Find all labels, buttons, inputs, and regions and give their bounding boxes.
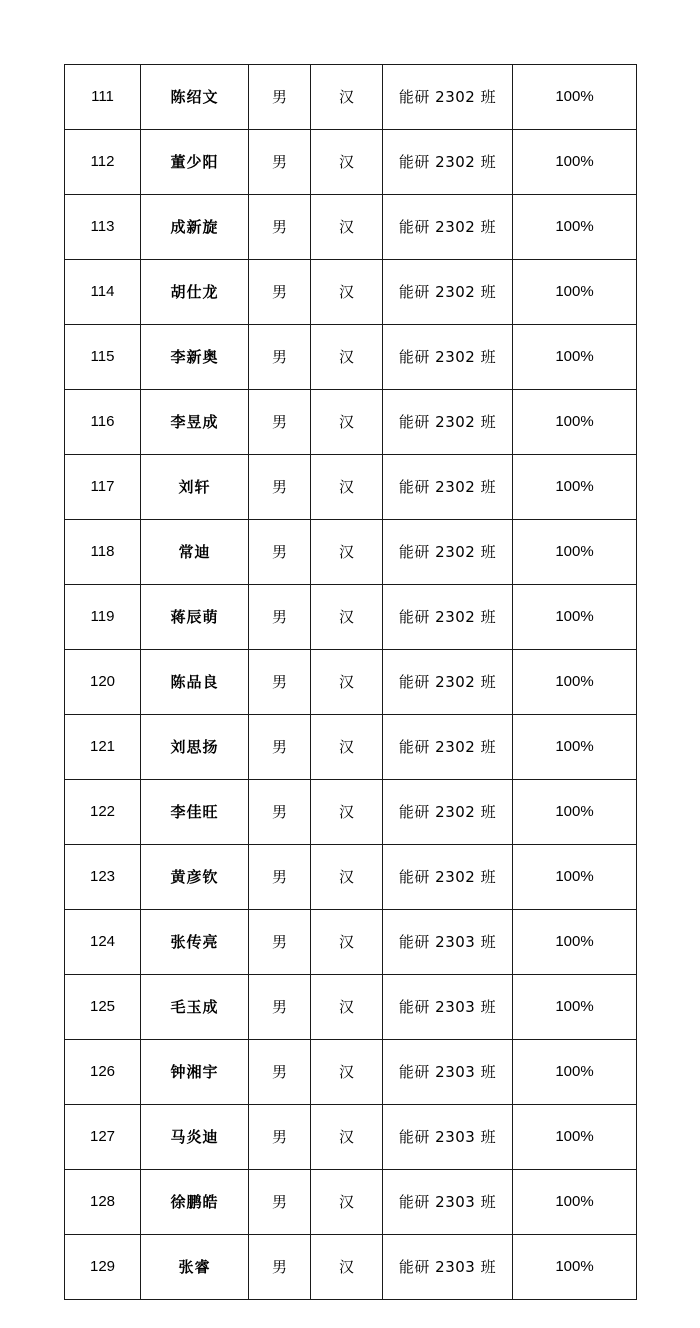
- cell-index: 122: [65, 780, 141, 845]
- cell-class: 能研 2302 班: [383, 455, 513, 520]
- cell-rate: 100%: [513, 715, 637, 780]
- cell-sex: 男: [249, 845, 311, 910]
- cell-rate: 100%: [513, 130, 637, 195]
- cell-rate: 100%: [513, 65, 637, 130]
- cell-ethnicity: 汉: [311, 585, 383, 650]
- cell-rate: 100%: [513, 325, 637, 390]
- cell-sex: 男: [249, 1105, 311, 1170]
- cell-index: 116: [65, 390, 141, 455]
- cell-name: 马炎迪: [141, 1105, 249, 1170]
- cell-ethnicity: 汉: [311, 1040, 383, 1105]
- cell-class: 能研 2302 班: [383, 325, 513, 390]
- cell-sex: 男: [249, 195, 311, 260]
- cell-rate: 100%: [513, 260, 637, 325]
- cell-index: 127: [65, 1105, 141, 1170]
- cell-class: 能研 2302 班: [383, 195, 513, 260]
- cell-rate: 100%: [513, 455, 637, 520]
- cell-sex: 男: [249, 715, 311, 780]
- cell-class: 能研 2302 班: [383, 520, 513, 585]
- cell-name: 钟湘宇: [141, 1040, 249, 1105]
- cell-ethnicity: 汉: [311, 130, 383, 195]
- cell-name: 刘轩: [141, 455, 249, 520]
- cell-index: 123: [65, 845, 141, 910]
- cell-rate: 100%: [513, 1040, 637, 1105]
- cell-rate: 100%: [513, 520, 637, 585]
- cell-ethnicity: 汉: [311, 1235, 383, 1300]
- roster-table: [64, 64, 637, 1300]
- cell-ethnicity: 汉: [311, 260, 383, 325]
- cell-class: 能研 2302 班: [383, 715, 513, 780]
- cell-class: 能研 2303 班: [383, 1105, 513, 1170]
- cell-class: 能研 2302 班: [383, 65, 513, 130]
- cell-index: 117: [65, 455, 141, 520]
- cell-ethnicity: 汉: [311, 390, 383, 455]
- cell-name: 徐鹏皓: [141, 1170, 249, 1235]
- cell-class: 能研 2303 班: [383, 910, 513, 975]
- cell-class: 能研 2303 班: [383, 1235, 513, 1300]
- table-row: [65, 910, 637, 975]
- cell-index: 111: [65, 65, 141, 130]
- cell-sex: 男: [249, 585, 311, 650]
- cell-rate: 100%: [513, 650, 637, 715]
- cell-sex: 男: [249, 455, 311, 520]
- cell-ethnicity: 汉: [311, 715, 383, 780]
- cell-ethnicity: 汉: [311, 455, 383, 520]
- cell-name: 张睿: [141, 1235, 249, 1300]
- cell-index: 125: [65, 975, 141, 1040]
- cell-name: 李佳旺: [141, 780, 249, 845]
- cell-sex: 男: [249, 520, 311, 585]
- cell-name: 胡仕龙: [141, 260, 249, 325]
- cell-index: 113: [65, 195, 141, 260]
- cell-class: 能研 2302 班: [383, 780, 513, 845]
- cell-rate: 100%: [513, 975, 637, 1040]
- cell-rate: 100%: [513, 195, 637, 260]
- cell-name: 常迪: [141, 520, 249, 585]
- cell-index: 126: [65, 1040, 141, 1105]
- cell-name: 成新旋: [141, 195, 249, 260]
- cell-class: 能研 2302 班: [383, 845, 513, 910]
- cell-sex: 男: [249, 650, 311, 715]
- cell-name: 李新奥: [141, 325, 249, 390]
- table-row: [65, 390, 637, 455]
- cell-ethnicity: 汉: [311, 780, 383, 845]
- table-row: [65, 65, 637, 130]
- cell-index: 114: [65, 260, 141, 325]
- cell-index: 118: [65, 520, 141, 585]
- cell-name: 陈品良: [141, 650, 249, 715]
- cell-class: 能研 2302 班: [383, 650, 513, 715]
- cell-rate: 100%: [513, 910, 637, 975]
- cell-ethnicity: 汉: [311, 1170, 383, 1235]
- cell-rate: 100%: [513, 845, 637, 910]
- cell-sex: 男: [249, 65, 311, 130]
- cell-sex: 男: [249, 1235, 311, 1300]
- cell-name: 陈绍文: [141, 65, 249, 130]
- cell-rate: 100%: [513, 1170, 637, 1235]
- cell-rate: 100%: [513, 780, 637, 845]
- cell-rate: 100%: [513, 390, 637, 455]
- table-row: [65, 780, 637, 845]
- cell-class: 能研 2302 班: [383, 130, 513, 195]
- cell-name: 黄彦钦: [141, 845, 249, 910]
- table-row: [65, 130, 637, 195]
- cell-sex: 男: [249, 910, 311, 975]
- cell-index: 119: [65, 585, 141, 650]
- cell-sex: 男: [249, 130, 311, 195]
- cell-sex: 男: [249, 780, 311, 845]
- cell-ethnicity: 汉: [311, 195, 383, 260]
- cell-sex: 男: [249, 975, 311, 1040]
- cell-ethnicity: 汉: [311, 325, 383, 390]
- cell-ethnicity: 汉: [311, 910, 383, 975]
- cell-rate: 100%: [513, 585, 637, 650]
- cell-class: 能研 2302 班: [383, 390, 513, 455]
- cell-sex: 男: [249, 390, 311, 455]
- cell-ethnicity: 汉: [311, 975, 383, 1040]
- cell-class: 能研 2303 班: [383, 1170, 513, 1235]
- cell-name: 蒋辰萌: [141, 585, 249, 650]
- table-row: [65, 715, 637, 780]
- cell-index: 129: [65, 1235, 141, 1300]
- cell-index: 120: [65, 650, 141, 715]
- cell-sex: 男: [249, 325, 311, 390]
- cell-index: 115: [65, 325, 141, 390]
- table-row: [65, 585, 637, 650]
- cell-class: 能研 2303 班: [383, 975, 513, 1040]
- cell-index: 112: [65, 130, 141, 195]
- cell-ethnicity: 汉: [311, 1105, 383, 1170]
- cell-rate: 100%: [513, 1235, 637, 1300]
- roster-table-container: [64, 64, 636, 1300]
- cell-name: 刘思扬: [141, 715, 249, 780]
- cell-class: 能研 2303 班: [383, 1040, 513, 1105]
- cell-name: 毛玉成: [141, 975, 249, 1040]
- table-row: [65, 975, 637, 1040]
- cell-sex: 男: [249, 260, 311, 325]
- cell-index: 121: [65, 715, 141, 780]
- table-row: [65, 1235, 637, 1300]
- cell-ethnicity: 汉: [311, 650, 383, 715]
- table-row: [65, 845, 637, 910]
- roster-table-body: [65, 65, 637, 1300]
- table-row: [65, 325, 637, 390]
- cell-ethnicity: 汉: [311, 845, 383, 910]
- table-row: [65, 1105, 637, 1170]
- table-row: [65, 520, 637, 585]
- cell-index: 124: [65, 910, 141, 975]
- cell-sex: 男: [249, 1170, 311, 1235]
- table-row: [65, 1170, 637, 1235]
- cell-ethnicity: 汉: [311, 65, 383, 130]
- table-row: [65, 455, 637, 520]
- table-row: [65, 1040, 637, 1105]
- cell-name: 张传亮: [141, 910, 249, 975]
- cell-index: 128: [65, 1170, 141, 1235]
- cell-class: 能研 2302 班: [383, 260, 513, 325]
- cell-rate: 100%: [513, 1105, 637, 1170]
- cell-sex: 男: [249, 1040, 311, 1105]
- cell-class: 能研 2302 班: [383, 585, 513, 650]
- cell-name: 董少阳: [141, 130, 249, 195]
- cell-ethnicity: 汉: [311, 520, 383, 585]
- table-row: [65, 260, 637, 325]
- table-row: [65, 650, 637, 715]
- table-row: [65, 195, 637, 260]
- cell-name: 李昱成: [141, 390, 249, 455]
